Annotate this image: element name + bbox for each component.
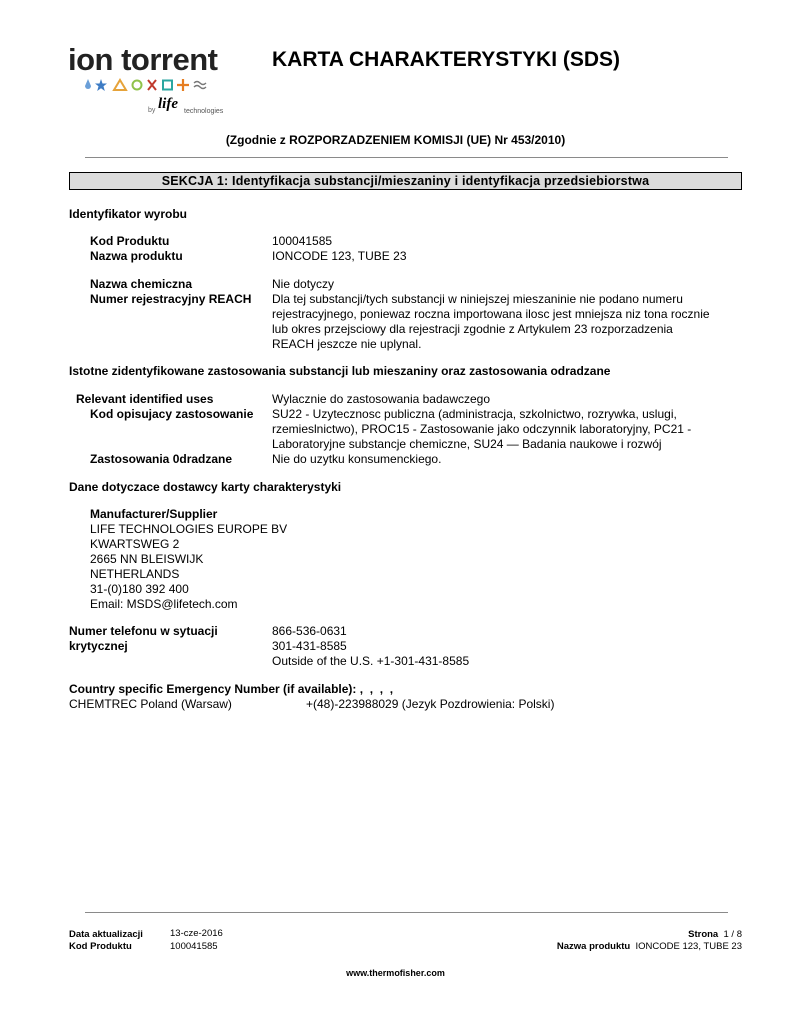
relevant-uses-label: Relevant identified uses — [76, 392, 214, 406]
reach-line: REACH jeszcze nie uplynal. — [272, 337, 422, 351]
chemtrec-value: +(48)-223988029 (Jezyk Pozdrowienia: Polski) — [306, 697, 555, 711]
manufacturer-label: Manufacturer/Supplier — [90, 507, 218, 521]
footer-name-value: IONCODE 123, TUBE 23 — [635, 941, 742, 952]
supplier-address — [90, 522, 287, 612]
emergency-phone-values — [272, 624, 742, 669]
identified-uses-heading: Istotne zidentyfikowane zastosowania substancji lub mieszaniny oraz zastosowania odradzane — [69, 364, 611, 378]
emergency-label-line: Numer telefonu w sytuacji — [69, 624, 218, 638]
reach-line: lub okres przejsciowy dla rejestracji zgodnie z Artykulem 23 rozporzadzenia — [272, 322, 673, 336]
supplier-city: 2665 NN BLEISWIJK — [90, 552, 204, 566]
footer-page — [688, 929, 742, 940]
use-code-line: SU22 - Uzytecznosc publiczna (administracja, szkolnictwo, rozrywka, uslugi, — [272, 407, 677, 421]
use-code-line: Laboratoryjne substancje chemiczne, SU24 — Badania naukowe i rozwój — [272, 437, 662, 451]
regulation-subtitle: (Zgodnie z ROZPORZADZENIEM KOMISJI (UE) Nr 453/2010) — [225, 133, 566, 147]
logo-symbols-icon — [84, 77, 234, 93]
uses-advised-against-label: Zastosowania 0dradzane — [90, 452, 233, 466]
use-code-label: Kod opisujacy zastosowanie — [90, 407, 254, 421]
logo-technologies-text: technologies — [184, 108, 224, 115]
reach-line: Dla tej substancji/tych substancji w niniejszej mieszaninie nie podano numeru — [272, 292, 683, 306]
footer-code-label: Kod Produktu — [69, 941, 132, 952]
footer-update-label: Data aktualizacji — [69, 929, 143, 940]
logo-by-text: by — [148, 107, 156, 114]
chemtrec-name: CHEMTREC Poland (Warsaw) — [69, 697, 232, 711]
product-code-label: Kod Produktu — [90, 234, 170, 248]
reach-number-value — [272, 292, 742, 352]
supplier-country: NETHERLANDS — [90, 567, 180, 581]
supplier-street: KWARTSWEG 2 — [90, 537, 180, 551]
footer-divider — [85, 912, 728, 913]
uses-advised-against-value: Nie do uzytku konsumenckiego. — [272, 452, 442, 466]
footer-page-label: Strona — [688, 929, 719, 940]
document-title: KARTA CHARAKTERYSTYKI (SDS) — [272, 48, 621, 71]
product-code-value: 100041585 — [272, 234, 333, 248]
relevant-uses-value: Wylacznie do zastosowania badawczego — [272, 392, 491, 406]
product-identifier-heading: Identyfikator wyrobu — [69, 207, 188, 221]
footer-code-value: 100041585 — [170, 941, 218, 952]
supplier-email: Email: MSDS@lifetech.com — [90, 597, 238, 611]
section-1-header: SEKCJA 1: Identyfikacja substancji/mieszaniny i identyfikacja przedsiebiorstwa — [69, 172, 742, 190]
emergency-phone-3: Outside of the U.S. +1-301-431-8585 — [272, 654, 470, 668]
country-emergency-label: Country specific Emergency Number (if available): — [69, 682, 357, 696]
logo-life-text: life — [158, 96, 178, 112]
footer-product-name — [557, 941, 742, 952]
footer-page-value: 1 / 8 — [723, 929, 742, 940]
supplier-company: LIFE TECHNOLOGIES EUROPE BV — [90, 522, 288, 536]
header-divider — [85, 157, 728, 158]
emergency-phone-label — [69, 624, 218, 654]
emergency-phone-2: 301-431-8585 — [272, 639, 347, 653]
footer-website: www.thermofisher.com — [346, 968, 445, 978]
logo-wordmark: ion torrent — [68, 42, 218, 77]
reach-number-label: Numer rejestracyjny REACH — [90, 292, 252, 306]
product-name-value: IONCODE 123, TUBE 23 — [272, 249, 407, 263]
footer-update-value: 13-cze-2016 — [170, 928, 223, 939]
footer-name-label: Nazwa produktu — [556, 941, 631, 952]
product-name-label: Nazwa produktu — [90, 249, 183, 263]
chemical-name-value: Nie dotyczy — [272, 277, 335, 291]
country-emergency-row — [69, 682, 393, 697]
supplier-heading: Dane dotyczace dostawcy karty charakterystyki — [69, 480, 342, 494]
reach-line: rejestracyjnego, poniewaz roczna importowana ilosc jest mniejsza niz tona rocznie — [272, 307, 710, 321]
chemical-name-label: Nazwa chemiczna — [90, 277, 193, 291]
use-code-line: rzemieslnictwo), PROC15 - Zastosowanie jako odczynnik laboratoryjny, PC21 - — [272, 422, 692, 436]
emergency-label-line: krytycznej — [69, 639, 128, 653]
supplier-phone: 31-(0)180 392 400 — [90, 582, 189, 596]
emergency-phone-1: 866-536-0631 — [272, 624, 347, 638]
country-emergency-suffix: , , , , — [356, 682, 394, 696]
use-code-value — [272, 407, 742, 452]
